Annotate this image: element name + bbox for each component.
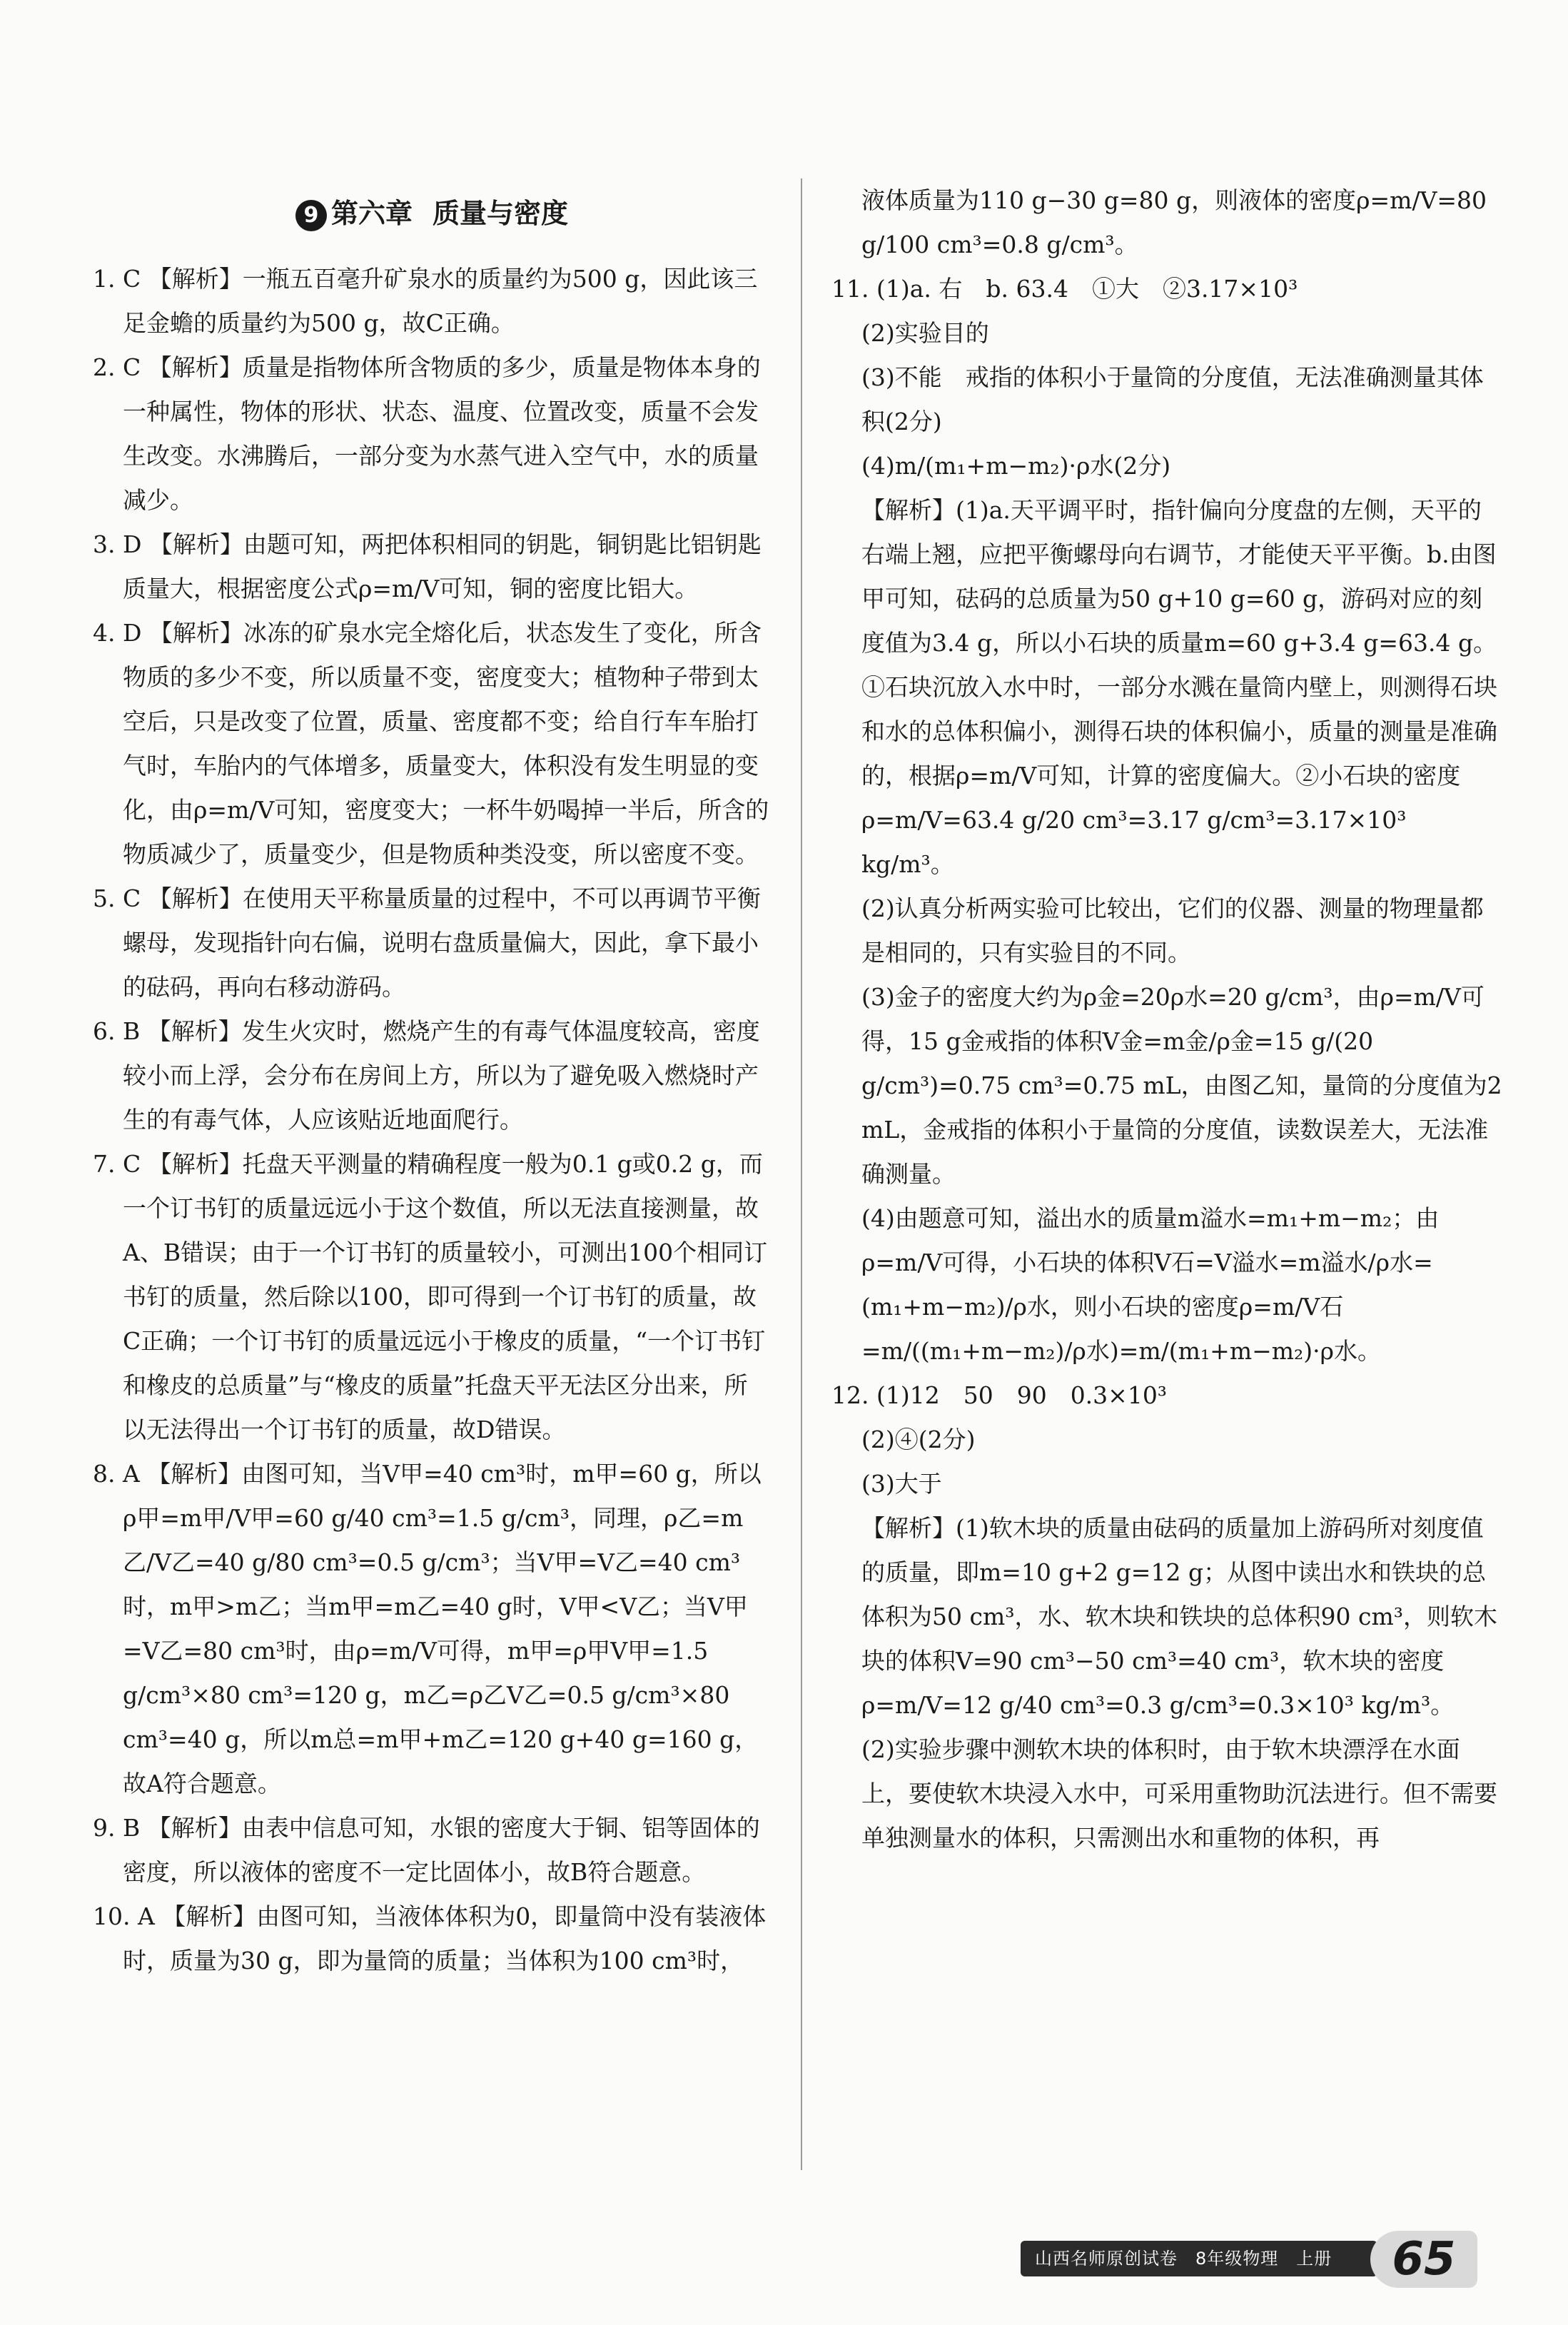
analysis-text: (2)认真分析两实验可比较出，它们的仪器、测量的物理量都是相同的，只有实验目的不同。 bbox=[861, 894, 1484, 967]
column-divider bbox=[801, 178, 802, 2170]
footer-series-label: 山西名师原创试卷 8年级物理 上册 bbox=[1021, 2241, 1377, 2276]
answer-continuation: 液体质量为110 g−30 g=80 g，则液体的密度ρ=m/V=80 g/100 cm³=0.8 g/cm³。 bbox=[861, 186, 1487, 258]
answer-item: 7. C 【解析】托盘天平测量的精确程度一般为0.1 g或0.2 g，而一个订书钉的质量远远小于这个数值，所以无法直接测量，故A、B错误；由于一个订书钉的质量较小，可测出100个相同订书钉的质量，然后除以100，即可得到一个订书钉的质量，故C正确；一个订书钉的质量远远小于橡皮的质量，“一个订书钉和橡皮的总质量”与“橡皮的质量”托盘天平无法区分出来，所以无法得出一个订书钉的质量，故D错误。 bbox=[93, 1150, 768, 1443]
answer-subitem: (2)④(2分) bbox=[861, 1426, 976, 1453]
answer-item: 9. B 【解析】由表中信息可知，水银的密度大于铜、铝等固体的密度，所以液体的密度不一定比固体小，故B符合题意。 bbox=[93, 1814, 760, 1886]
answer-item: 12. (1)12 50 90 0.3×10³ bbox=[831, 1381, 1168, 1409]
analysis-text: (2)实验步骤中测软木块的体积时，由于软木块漂浮在水面上，要使软木块浸入水中，可采用重物助沉法进行。但不需要单独测量水的体积，只需测出水和重物的体积，再 bbox=[861, 1735, 1497, 1852]
answer-item: 5. C 【解析】在使用天平称量质量的过程中，不可以再调节平衡螺母，发现指针向右偏，说明右盘质量偏大，因此，拿下最小的砝码，再向右移动游码。 bbox=[93, 884, 761, 1001]
analysis-text: 【解析】(1)软木块的质量由砝码的质量加上游码所对刻度值的质量，即m=10 g+2 g=12 g；从图中读出水和铁块的总体积为50 cm³，水、软木块和铁块的总体积90 cm³，则软木块的体积V=90 cm³−50 cm³=40 cm³，软木块的密度ρ=m/V=12 g/40 cm³=0.3 g/cm³=0.3×10³ kg/m³。 bbox=[861, 1514, 1497, 1719]
answer-subitem: (3)大于 bbox=[861, 1470, 942, 1498]
chapter-subtitle: 质量与密度 bbox=[433, 198, 569, 229]
answer-subitem: (4)m/(m₁+m−m₂)·ρ水(2分) bbox=[861, 452, 1171, 480]
page-footer bbox=[1021, 2231, 1520, 2288]
left-column bbox=[93, 257, 771, 1983]
page-number: 65 bbox=[1370, 2231, 1477, 2288]
right-column bbox=[831, 178, 1502, 1860]
answer-item: 8. A 【解析】由图可知，当V甲=40 cm³时，m甲=60 g，所以ρ甲=m甲/V甲=60 g/40 cm³=1.5 g/cm³，同理，ρ乙=m乙/V乙=40 g/80 cm³=0.5 g/cm³；当V甲=V乙=40 cm³时，m甲>m乙；当m甲=m乙=40 g时，V甲<V乙；当V甲=V乙=80 cm³时，由ρ=m/V可得，m甲=ρ甲V甲=1.5 g/cm³×80 cm³=120 g，m乙=ρ乙V乙=0.5 g/cm³×80 cm³=40 g，所以m总=m甲+m乙=120 g+40 g=160 g，故A符合题意。 bbox=[93, 1460, 762, 1797]
answer-item: 1. C 【解析】一瓶五百毫升矿泉水的质量约为500 g，因此该三足金蟾的质量约为500 g，故C正确。 bbox=[93, 265, 758, 337]
answer-item: 11. (1)a. 右 b. 63.4 ①大 ②3.17×10³ bbox=[831, 275, 1298, 303]
answer-item: 2. C 【解析】质量是指物体所含物质的多少，质量是物体本身的一种属性，物体的形状、状态、温度、位置改变，质量不会发生改变。水沸腾后，一部分变为水蒸气进入空气中，水的质量减少。 bbox=[93, 353, 761, 514]
answer-subitem: (3)不能 戒指的体积小于量筒的分度值，无法准确测量其体积(2分) bbox=[861, 363, 1484, 435]
answer-item: 6. B 【解析】发生火灾时，燃烧产生的有毒气体温度较高，密度较小而上浮，会分布在房间上方，所以为了避免吸入燃烧时产生的有毒气体，人应该贴近地面爬行。 bbox=[93, 1017, 760, 1134]
answer-item: 10. A 【解析】由图可知，当液体体积为0，即量筒中没有装液体时，质量为30 g，即为量筒的质量；当体积为100 cm³时， bbox=[93, 1902, 767, 1975]
analysis-text: (4)由题意可知，溢出水的质量m溢水=m₁+m−m₂；由ρ=m/V可得，小石块的体积V石=V溢水=m溢水/ρ水=(m₁+m−m₂)/ρ水，则小石块的密度ρ=m/V石=m/((m₁+m−m₂)/ρ水)=m/(m₁+m−m₂)·ρ水。 bbox=[861, 1204, 1440, 1365]
answer-item: 4. D 【解析】冰冻的矿泉水完全熔化后，状态发生了变化，所含物质的多少不变，所以质量不变，密度变大；植物种子带到太空后，只是改变了位置，质量、密度都不变；给自行车车胎打气时，车胎内的气体增多，质量变大，体积没有发生明显的变化，由ρ=m/V可知，密度变大；一杯牛奶喝掉一半后，所含的物质减少了，质量变少，但是物质种类没变，所以密度不变。 bbox=[93, 619, 769, 868]
analysis-text: 【解析】(1)a.天平调平时，指针偏向分度盘的左侧，天平的右端上翘，应把平衡螺母向右调节，才能使天平平衡。b.由图甲可知，砝码的总质量为50 g+10 g=60 g，游码对应的刻度值为3.4 g，所以小石块的质量m=60 g+3.4 g=63.4 g。①石块沉放入水中时，一部分水溅在量筒内壁上，则测得石块和水的总体积偏小，测得石块的体积偏小，质量的测量是准确的，根据ρ=m/V可知，计算的密度偏大。②小石块的密度ρ=m/V=63.4 g/20 cm³=3.17 g/cm³=3.17×10³ kg/m³。 bbox=[861, 496, 1497, 878]
chapter-title: 第六章 bbox=[330, 198, 413, 229]
answer-subitem: (2)实验目的 bbox=[861, 319, 989, 347]
answer-item: 3. D 【解析】由题可知，两把体积相同的钥匙，铜钥匙比铝钥匙质量大，根据密度公式ρ=m/V可知，铜的密度比铝大。 bbox=[93, 530, 762, 602]
chapter-number-badge: 9 bbox=[295, 200, 327, 231]
analysis-text: (3)金子的密度大约为ρ金=20ρ水=20 g/cm³，由ρ=m/V可得，15 g金戒指的体积V金=m金/ρ金=15 g/(20 g/cm³)=0.75 cm³=0.75 mL，由图乙知，量筒的分度值为2 mL，金戒指的体积小于量筒的分度值，读数误差大，无法准确测量。 bbox=[861, 983, 1502, 1188]
chapter-heading bbox=[93, 191, 771, 231]
